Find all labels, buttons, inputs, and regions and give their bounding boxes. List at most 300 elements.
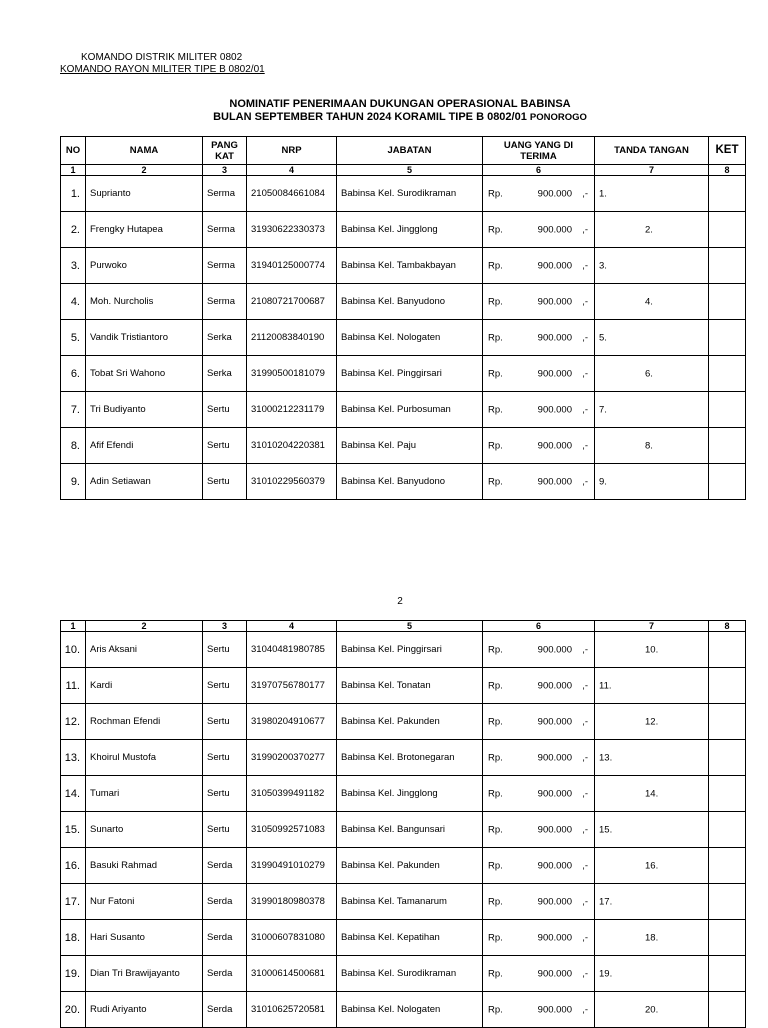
table-row <box>61 848 746 884</box>
row-amount: 900.000 <box>537 896 572 907</box>
row-nama: Vandik Tristiantoro <box>86 320 203 356</box>
signature-cell[interactable] <box>595 776 709 812</box>
row-amount: 900.000 <box>537 824 572 835</box>
currency-label: Rp. <box>488 404 503 415</box>
document-title-line-1: NOMINATIF PENERIMAAN DUKUNGAN OPERASIONAL BABINSA <box>229 98 571 110</box>
signature-cell[interactable] <box>595 956 709 992</box>
row-nrp: 31990491010279 <box>247 848 337 884</box>
row-jabatan: Babinsa Kel. Pakunden <box>337 848 483 884</box>
header-line-1: KOMANDO DISTRIK MILITER 0802 <box>81 52 243 63</box>
row-nama: Frengky Hutapea <box>86 212 203 248</box>
row-amount: 900.000 <box>537 1004 572 1015</box>
row-pangkat: Sertu <box>203 704 247 740</box>
col-header-nama: NAMA <box>86 137 203 165</box>
signature-cell[interactable] <box>595 632 709 668</box>
row-amount-cell <box>483 284 595 320</box>
row-jabatan: Babinsa Kel. Purbosuman <box>337 392 483 428</box>
row-jabatan: Babinsa Kel. Nologaten <box>337 992 483 1028</box>
row-pangkat: Serka <box>203 320 247 356</box>
row-jabatan: Babinsa Kel. Pinggirsari <box>337 632 483 668</box>
table-row <box>61 632 746 668</box>
row-ket <box>709 884 746 920</box>
row-amount-cell <box>483 176 595 212</box>
row-jabatan: Babinsa Kel. Bangunsari <box>337 812 483 848</box>
row-ket <box>709 428 746 464</box>
signature-number: 1. <box>599 188 607 199</box>
row-amount: 900.000 <box>537 932 572 943</box>
row-jabatan: Babinsa Kel. Pakunden <box>337 704 483 740</box>
signature-number: 20. <box>645 1004 659 1015</box>
signature-cell[interactable] <box>595 848 709 884</box>
row-nama: Tri Budiyanto <box>86 392 203 428</box>
signature-number: 10. <box>645 644 659 655</box>
col-number: 5 <box>337 621 483 632</box>
col-header-pangkat-line-2: KAT <box>215 150 234 162</box>
currency-label: Rp. <box>488 932 503 943</box>
amount-dash: ,- <box>582 716 588 727</box>
col-header-uang-line-1: UANG YANG DI <box>503 139 574 151</box>
amount-dash: ,- <box>582 224 588 235</box>
signature-cell[interactable] <box>595 212 709 248</box>
row-amount-cell <box>483 704 595 740</box>
currency-label: Rp. <box>488 440 503 451</box>
row-amount-cell <box>483 428 595 464</box>
row-nama: Basuki Rahmad <box>86 848 203 884</box>
table-row <box>61 320 746 356</box>
row-jabatan: Babinsa Kel. Nologaten <box>337 320 483 356</box>
row-ket <box>709 740 746 776</box>
amount-dash: ,- <box>582 440 588 451</box>
currency-label: Rp. <box>488 1004 503 1015</box>
column-number-row <box>61 621 746 632</box>
nominative-table-page-2 <box>60 620 746 1028</box>
row-nrp: 21080721700687 <box>247 284 337 320</box>
table-row <box>61 884 746 920</box>
row-amount: 900.000 <box>537 680 572 691</box>
amount-dash: ,- <box>582 680 588 691</box>
row-amount-cell <box>483 212 595 248</box>
col-header-nrp: NRP <box>247 137 337 165</box>
row-ket <box>709 464 746 500</box>
row-number: 14. <box>61 776 86 812</box>
table-row <box>61 428 746 464</box>
signature-cell[interactable] <box>595 992 709 1028</box>
col-number: 2 <box>86 165 203 176</box>
row-number: 2. <box>61 212 86 248</box>
row-nrp: 31050992571083 <box>247 812 337 848</box>
amount-dash: ,- <box>582 644 588 655</box>
row-number: 1. <box>61 176 86 212</box>
row-amount-cell <box>483 632 595 668</box>
row-jabatan: Babinsa Kel. Jingglong <box>337 776 483 812</box>
row-pangkat: Sertu <box>203 668 247 704</box>
col-number: 7 <box>595 165 709 176</box>
row-ket <box>709 704 746 740</box>
row-jabatan: Babinsa Kel. Tonatan <box>337 668 483 704</box>
row-nama: Kardi <box>86 668 203 704</box>
currency-label: Rp. <box>488 968 503 979</box>
row-nama: Afif Efendi <box>86 428 203 464</box>
row-ket <box>709 848 746 884</box>
row-amount: 900.000 <box>537 404 572 415</box>
row-number: 10. <box>61 632 86 668</box>
row-amount-cell <box>483 464 595 500</box>
row-amount-cell <box>483 776 595 812</box>
amount-dash: ,- <box>582 860 588 871</box>
row-number: 19. <box>61 956 86 992</box>
row-ket <box>709 176 746 212</box>
signature-cell[interactable] <box>595 284 709 320</box>
signature-cell[interactable] <box>595 248 709 284</box>
table-row <box>61 284 746 320</box>
row-number: 7. <box>61 392 86 428</box>
row-ket <box>709 776 746 812</box>
col-number: 8 <box>709 165 746 176</box>
col-header-tanda-tangan: TANDA TANGAN <box>595 137 709 165</box>
row-pangkat: Sertu <box>203 464 247 500</box>
amount-dash: ,- <box>582 788 588 799</box>
row-number: 4. <box>61 284 86 320</box>
row-amount: 900.000 <box>537 968 572 979</box>
amount-dash: ,- <box>582 932 588 943</box>
row-pangkat: Sertu <box>203 632 247 668</box>
row-nrp: 31990180980378 <box>247 884 337 920</box>
col-header-ket: KET <box>709 137 746 165</box>
amount-dash: ,- <box>582 824 588 835</box>
currency-label: Rp. <box>488 332 503 343</box>
currency-label: Rp. <box>488 680 503 691</box>
currency-label: Rp. <box>488 296 503 307</box>
currency-label: Rp. <box>488 368 503 379</box>
currency-label: Rp. <box>488 260 503 271</box>
row-nama: Tobat Sri Wahono <box>86 356 203 392</box>
currency-label: Rp. <box>488 860 503 871</box>
signature-number: 15. <box>599 824 613 835</box>
row-nrp: 31010229560379 <box>247 464 337 500</box>
row-nrp: 31040481980785 <box>247 632 337 668</box>
page-number: 2 <box>397 596 403 607</box>
row-ket <box>709 356 746 392</box>
col-number: 6 <box>483 165 595 176</box>
row-amount: 900.000 <box>537 188 572 199</box>
row-amount: 900.000 <box>537 716 572 727</box>
row-nrp: 31930622330373 <box>247 212 337 248</box>
amount-dash: ,- <box>582 296 588 307</box>
currency-label: Rp. <box>488 476 503 487</box>
signature-number: 9. <box>599 476 607 487</box>
col-header-uang <box>483 137 595 165</box>
row-nama: Hari Susanto <box>86 920 203 956</box>
row-nama: Sunarto <box>86 812 203 848</box>
row-amount-cell <box>483 740 595 776</box>
row-amount-cell <box>483 320 595 356</box>
currency-label: Rp. <box>488 824 503 835</box>
row-jabatan: Babinsa Kel. Kepatihan <box>337 920 483 956</box>
row-number: 11. <box>61 668 86 704</box>
row-ket <box>709 812 746 848</box>
col-number: 6 <box>483 621 595 632</box>
row-nrp: 31980204910677 <box>247 704 337 740</box>
nominative-table-page-1 <box>60 136 746 500</box>
currency-label: Rp. <box>488 188 503 199</box>
table-row <box>61 776 746 812</box>
signature-cell[interactable] <box>595 428 709 464</box>
row-number: 17. <box>61 884 86 920</box>
row-nama: Dian Tri Brawijayanto <box>86 956 203 992</box>
row-amount-cell <box>483 920 595 956</box>
amount-dash: ,- <box>582 188 588 199</box>
signature-number: 11. <box>599 680 612 691</box>
row-amount-cell <box>483 848 595 884</box>
row-pangkat: Serda <box>203 956 247 992</box>
row-number: 3. <box>61 248 86 284</box>
amount-dash: ,- <box>582 260 588 271</box>
row-nama: Moh. Nurcholis <box>86 284 203 320</box>
amount-dash: ,- <box>582 896 588 907</box>
table-row <box>61 992 746 1028</box>
row-amount-cell <box>483 956 595 992</box>
signature-cell[interactable] <box>595 812 709 848</box>
row-amount: 900.000 <box>537 296 572 307</box>
row-amount-cell <box>483 668 595 704</box>
signature-number: 18. <box>645 932 659 943</box>
amount-dash: ,- <box>582 404 588 415</box>
row-pangkat: Serka <box>203 356 247 392</box>
row-amount: 900.000 <box>537 752 572 763</box>
row-nrp: 31000607831080 <box>247 920 337 956</box>
signature-number: 6. <box>645 368 653 379</box>
row-nrp: 31010625720581 <box>247 992 337 1028</box>
header-line-2: KOMANDO RAYON MILITER TIPE B 0802/01 <box>60 64 265 75</box>
row-nama: Nur Fatoni <box>86 884 203 920</box>
row-amount: 900.000 <box>537 440 572 451</box>
table-header-row <box>61 137 746 165</box>
currency-label: Rp. <box>488 752 503 763</box>
row-ket <box>709 248 746 284</box>
row-pangkat: Sertu <box>203 812 247 848</box>
row-nama: Suprianto <box>86 176 203 212</box>
signature-cell[interactable] <box>595 464 709 500</box>
signature-number: 14. <box>645 788 659 799</box>
amount-dash: ,- <box>582 752 588 763</box>
row-pangkat: Serda <box>203 884 247 920</box>
signature-number: 19. <box>599 968 613 979</box>
row-nama: Khoirul Mustofa <box>86 740 203 776</box>
currency-label: Rp. <box>488 644 503 655</box>
currency-label: Rp. <box>488 716 503 727</box>
amount-dash: ,- <box>582 476 588 487</box>
row-jabatan: Babinsa Kel. Banyudono <box>337 284 483 320</box>
row-nrp: 31990200370277 <box>247 740 337 776</box>
row-amount-cell <box>483 812 595 848</box>
col-header-pangkat-line-1: PANG <box>211 139 238 151</box>
row-nama: Rudi Ariyanto <box>86 992 203 1028</box>
signature-number: 13. <box>599 752 613 763</box>
row-amount: 900.000 <box>537 788 572 799</box>
col-number: 8 <box>709 621 746 632</box>
signature-cell[interactable] <box>595 740 709 776</box>
row-number: 20. <box>61 992 86 1028</box>
row-jabatan: Babinsa Kel. Surodikraman <box>337 956 483 992</box>
row-nama: Adin Setiawan <box>86 464 203 500</box>
col-number: 2 <box>86 621 203 632</box>
row-ket <box>709 284 746 320</box>
row-amount-cell <box>483 392 595 428</box>
row-nrp: 31990500181079 <box>247 356 337 392</box>
col-number: 3 <box>203 621 247 632</box>
table-row <box>61 704 746 740</box>
signature-cell[interactable] <box>595 668 709 704</box>
col-number: 1 <box>61 621 86 632</box>
row-nama: Aris Aksani <box>86 632 203 668</box>
signature-number: 7. <box>599 404 607 415</box>
table-row <box>61 668 746 704</box>
row-number: 8. <box>61 428 86 464</box>
row-amount-cell <box>483 248 595 284</box>
table-row <box>61 920 746 956</box>
row-number: 13. <box>61 740 86 776</box>
row-nrp: 31000614500681 <box>247 956 337 992</box>
signature-cell[interactable] <box>595 392 709 428</box>
row-ket <box>709 920 746 956</box>
row-amount: 900.000 <box>537 368 572 379</box>
signature-cell[interactable] <box>595 884 709 920</box>
amount-dash: ,- <box>582 968 588 979</box>
row-pangkat: Sertu <box>203 740 247 776</box>
signature-number: 5. <box>599 332 607 343</box>
row-pangkat: Serma <box>203 284 247 320</box>
row-pangkat: Serma <box>203 248 247 284</box>
row-number: 18. <box>61 920 86 956</box>
row-ket <box>709 392 746 428</box>
row-pangkat: Sertu <box>203 392 247 428</box>
signature-number: 17. <box>599 896 613 907</box>
col-number: 7 <box>595 621 709 632</box>
row-pangkat: Sertu <box>203 776 247 812</box>
table-row <box>61 356 746 392</box>
row-jabatan: Babinsa Kel. Paju <box>337 428 483 464</box>
row-amount: 900.000 <box>537 260 572 271</box>
row-nama: Rochman Efendi <box>86 704 203 740</box>
signature-cell[interactable] <box>595 356 709 392</box>
table-row <box>61 212 746 248</box>
row-nrp: 21120083840190 <box>247 320 337 356</box>
col-number: 4 <box>247 621 337 632</box>
row-number: 12. <box>61 704 86 740</box>
table-row <box>61 176 746 212</box>
row-number: 5. <box>61 320 86 356</box>
signature-number: 2. <box>645 224 653 235</box>
row-ket <box>709 212 746 248</box>
signature-number: 12. <box>645 716 659 727</box>
col-number: 5 <box>337 165 483 176</box>
row-ket <box>709 632 746 668</box>
row-ket <box>709 668 746 704</box>
table-row <box>61 740 746 776</box>
currency-label: Rp. <box>488 224 503 235</box>
row-number: 9. <box>61 464 86 500</box>
table-row <box>61 956 746 992</box>
row-jabatan: Babinsa Kel. Jingglong <box>337 212 483 248</box>
currency-label: Rp. <box>488 788 503 799</box>
row-amount-cell <box>483 884 595 920</box>
table-row <box>61 392 746 428</box>
row-number: 6. <box>61 356 86 392</box>
row-amount: 900.000 <box>537 224 572 235</box>
row-nrp: 31010204220381 <box>247 428 337 464</box>
signature-cell[interactable] <box>595 320 709 356</box>
signature-number: 8. <box>645 440 653 451</box>
row-pangkat: Serda <box>203 848 247 884</box>
row-jabatan: Babinsa Kel. Brotonegaran <box>337 740 483 776</box>
amount-dash: ,- <box>582 368 588 379</box>
table-row <box>61 812 746 848</box>
table-body-page-2 <box>61 632 746 1028</box>
col-number: 3 <box>203 165 247 176</box>
row-jabatan: Babinsa Kel. Tamanarum <box>337 884 483 920</box>
row-ket <box>709 320 746 356</box>
row-amount: 900.000 <box>537 332 572 343</box>
row-number: 16. <box>61 848 86 884</box>
row-pangkat: Serda <box>203 920 247 956</box>
row-nrp: 31970756780177 <box>247 668 337 704</box>
row-nama: Purwoko <box>86 248 203 284</box>
column-number-row <box>61 165 746 176</box>
row-jabatan: Babinsa Kel. Tambakbayan <box>337 248 483 284</box>
signature-number: 4. <box>645 296 653 307</box>
row-amount: 900.000 <box>537 860 572 871</box>
signature-cell[interactable] <box>595 920 709 956</box>
row-nrp: 31000212231179 <box>247 392 337 428</box>
row-ket <box>709 992 746 1028</box>
row-pangkat: Serma <box>203 212 247 248</box>
signature-cell[interactable] <box>595 176 709 212</box>
col-header-jabatan: JABATAN <box>337 137 483 165</box>
row-jabatan: Babinsa Kel. Surodikraman <box>337 176 483 212</box>
title-period: BULAN SEPTEMBER TAHUN 2024 KORAMIL TIPE B 0802/01 <box>213 111 527 123</box>
row-number: 15. <box>61 812 86 848</box>
row-amount-cell <box>483 356 595 392</box>
row-amount: 900.000 <box>537 476 572 487</box>
row-ket <box>709 956 746 992</box>
col-number: 1 <box>61 165 86 176</box>
signature-cell[interactable] <box>595 704 709 740</box>
row-nrp: 31050399491182 <box>247 776 337 812</box>
row-nrp: 21050084661084 <box>247 176 337 212</box>
title-location: PONOROGO <box>529 112 587 123</box>
row-pangkat: Serda <box>203 992 247 1028</box>
col-header-no: NO <box>61 137 86 165</box>
row-jabatan: Babinsa Kel. Pinggirsari <box>337 356 483 392</box>
currency-label: Rp. <box>488 896 503 907</box>
signature-number: 3. <box>599 260 607 271</box>
signature-number: 16. <box>645 860 659 871</box>
col-number: 4 <box>247 165 337 176</box>
row-amount-cell <box>483 992 595 1028</box>
document-title-line-2 <box>0 111 768 124</box>
row-amount: 900.000 <box>537 644 572 655</box>
table-row <box>61 464 746 500</box>
amount-dash: ,- <box>582 1004 588 1015</box>
row-pangkat: Sertu <box>203 428 247 464</box>
table-body-page-1 <box>61 176 746 500</box>
row-nrp: 31940125000774 <box>247 248 337 284</box>
row-pangkat: Serma <box>203 176 247 212</box>
col-header-uang-line-2: TERIMA <box>520 150 557 162</box>
col-header-pangkat <box>203 137 247 165</box>
amount-dash: ,- <box>582 332 588 343</box>
row-jabatan: Babinsa Kel. Banyudono <box>337 464 483 500</box>
